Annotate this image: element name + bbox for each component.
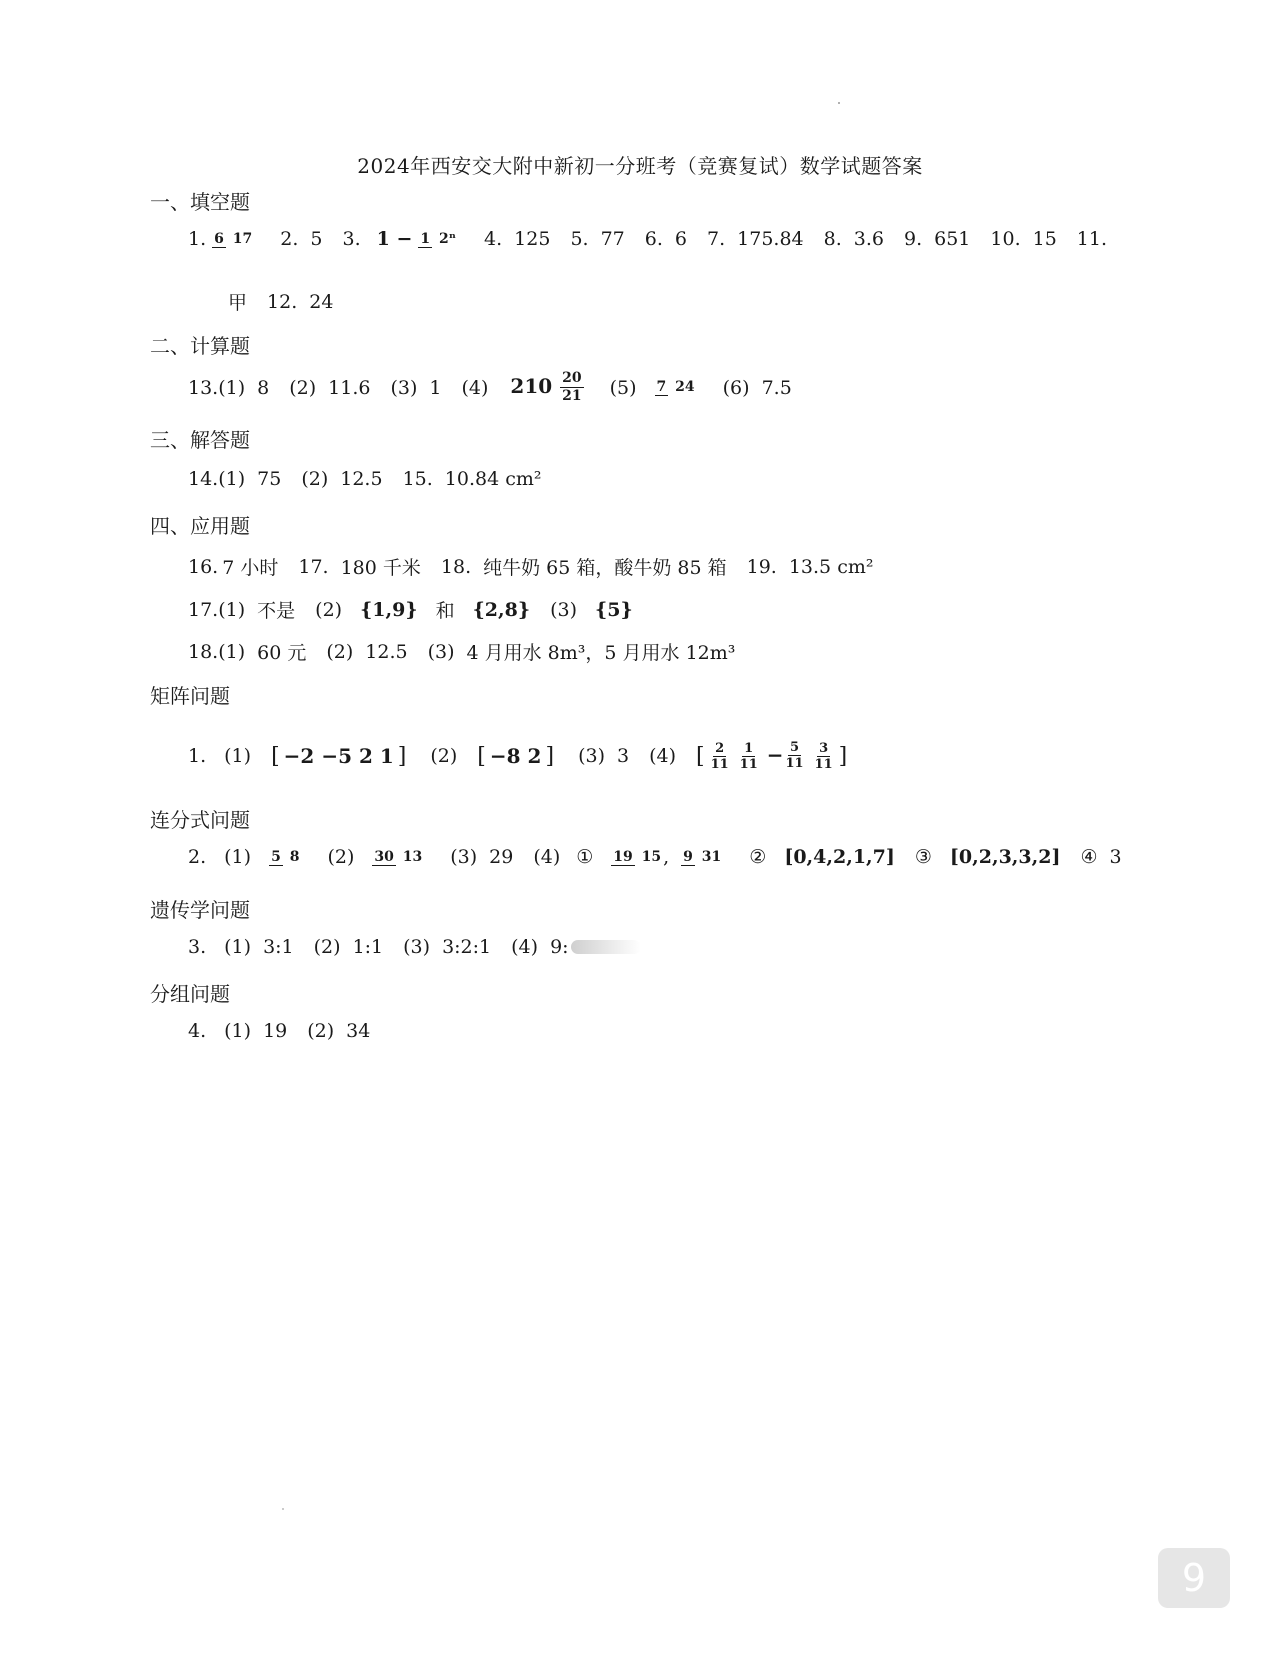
c2-part4-fraction-a [611,849,663,866]
q14-part1-answer: 75 [257,468,282,490]
c2-part4-list-2: [0,4,2,1,7] [784,846,895,868]
q13-part5-numerator: 7 [656,379,667,395]
q18b-part2-label: (2) [326,640,354,663]
fill-answers-line-2 [228,288,333,315]
q17b-part1-label: (1) [218,598,246,621]
apply-answers-line-2 [188,596,633,623]
matrix-frac-denominator: 11 [739,757,758,773]
m1-part2-label: (2) [430,745,458,767]
m1-part3-answer: 3 [616,745,630,767]
q13-part4-label: (4) [461,376,489,399]
q7-number: 7. [707,228,726,250]
q12-answer: 24 [309,290,334,313]
fraction-numerator: 5 [271,848,281,865]
q1-number: 1. [188,228,207,250]
q16-number: 16. [188,555,219,578]
q13-part4-numerator: 20 [562,370,582,386]
c2-part3-label: (3) [450,846,478,868]
q18-answer: 纯牛奶 65 箱，酸牛奶 85 箱 [483,557,727,579]
section-heading-genetics: 遗传学问题 [150,898,250,922]
q18b-part1-label: (1) [218,640,246,663]
matrix-frac-cell [709,741,731,772]
fraction-numerator: 30 [374,848,394,865]
q13-part2-label: (2) [289,376,317,399]
q18b-part1-answer: 60 元 [257,642,307,664]
q3-number: 3. [342,228,361,250]
calc-answers-line [188,370,792,405]
matrix-frac-denominator: 11 [785,755,804,771]
c2-part4-circle-2: ② [749,846,767,868]
page-title: 2024年西安交大附中新初一分班考（竞赛复试）数学试题答案 [357,154,923,178]
q4-number: 4. [484,228,503,250]
q12-number: 12. [267,290,298,313]
q10-number: 10. [990,228,1021,250]
c2-part4-fraction-b [681,849,723,866]
q6-number: 6. [644,228,663,250]
q19-number: 19. [746,555,777,578]
section-heading-contfrac: 连分式问题 [150,808,250,832]
m1-number: 1. [188,745,207,767]
matrix-frac-numerator: 3 [819,741,829,757]
q17b-and: 和 [435,600,455,622]
section-heading-solve: 三、解答题 [150,428,250,452]
fraction-denominator: 15 [641,848,662,865]
matrix-frac [783,740,805,771]
matrix-frac-numerator: 1 [744,741,754,757]
m1-part4-bracket-left: [ [696,743,705,769]
q5-answer: 77 [600,228,625,250]
q4-answer: 125 [514,228,551,250]
g3-part4-answer: 9: [550,936,569,958]
q17-answer: 180 千米 [340,557,421,579]
q15-answer: 10.84 cm² [444,468,542,490]
q18b-part2-answer: 12.5 [365,640,408,663]
fraction-numerator: 19 [613,848,633,865]
q17b-part2-set-a: {1,9} [360,598,418,621]
q13-part5-label: (5) [609,376,637,399]
q14-part2-answer: 12.5 [340,468,383,490]
q17b-part3-set: {5} [595,598,633,621]
m1-part2-matrix [490,745,542,767]
matrix-cell: −5 [321,744,352,768]
matrix-cell: 2 [527,744,542,768]
m1-part1-bracket-right: ] [397,743,407,769]
c2-part2-label: (2) [327,846,355,868]
matrix-cell: 1 [379,744,394,768]
g3-part4-label: (4) [511,936,539,958]
g3-part3-label: (3) [403,936,431,958]
matrix-answers-line [188,720,851,792]
q13-part5-fraction [655,379,697,396]
matrix-minus-sign: − [766,743,784,768]
q13-number: 13. [188,376,219,399]
matrix-neg-frac-cell [767,740,806,771]
q2-number: 2. [280,228,299,250]
solve-answers-line [188,468,542,490]
section-heading-grouping: 分组问题 [150,982,230,1006]
gr4-part2-answer: 34 [346,1020,371,1042]
q18b-part3-label: (3) [427,640,455,663]
gr4-number: 4. [188,1020,207,1042]
m1-part3-label: (3) [578,745,605,767]
g3-part1-label: (1) [224,936,252,958]
apply-answers-line-3 [188,638,735,665]
g3-part2-answer: 1:1 [352,936,384,958]
apply-answers-line-1 [188,553,873,580]
q19-answer: 13.5 cm² [788,555,874,578]
matrix-cell: −2 [283,744,315,768]
q18-number: 18. [440,555,472,578]
q5-number: 5. [570,228,589,250]
q1-denominator: 17 [232,230,253,247]
q2-answer: 5 [310,228,323,250]
g3-part3-answer: 3:2:1 [442,936,492,958]
q13-part6-answer: 7.5 [761,376,792,399]
q16-answer: 7 小时 [222,557,279,579]
matrix-cell: −8 [489,744,521,768]
q13-part1-label: (1) [218,376,246,399]
matrix-frac-denominator: 11 [710,757,729,773]
q15-number: 15. [402,468,433,490]
c2-part4-circle-1: ① [576,846,594,868]
q13-part4-fraction [560,370,583,405]
q10-answer: 15 [1032,228,1057,250]
q13-part5-denominator: 24 [675,379,695,395]
q17b-part3-label: (3) [550,598,578,621]
m1-part1-matrix [284,745,394,767]
scan-speck [282,1508,284,1510]
matrix-frac-numerator: 2 [715,741,725,757]
gr4-part1-answer: 19 [263,1020,288,1042]
c2-part2-fraction [372,849,424,866]
m1-part4-label: (4) [649,745,676,767]
m1-part4-bracket-right: ] [838,743,848,769]
page-number-badge [1158,1548,1230,1608]
q18b-number: 18. [188,640,219,663]
c2-part4-circle-4: ④ [1080,846,1098,868]
c2-part1-label: (1) [224,846,252,868]
m1-part1-label: (1) [224,745,252,767]
matrix-frac-cell [738,741,760,772]
q1-numerator: 6 [214,230,224,247]
fill-answers-line-1 [188,228,1107,250]
q13-part4-mixed-number [510,370,589,405]
scan-speck [838,102,840,104]
matrix-frac-denominator: 11 [814,757,833,773]
q17b-part2-set-b: {2,8} [472,598,531,621]
matrix-cell: 2 [358,744,373,768]
g3-part2-label: (2) [313,936,341,958]
fraction-numerator: 9 [683,848,693,865]
q13-part3-answer: 1 [429,376,442,399]
c2-part4-circle-3: ③ [914,846,932,868]
m1-part1-bracket-left: [ [271,743,280,769]
contfrac-answers-line [188,846,1122,868]
g3-number: 3. [188,936,207,958]
q17b-part2-label: (2) [315,598,343,621]
q14-part2-label: (2) [301,468,329,490]
c2-part4-list-3: [0,2,3,3,2] [949,846,1061,868]
m1-part2-bracket-right: ] [545,743,555,769]
q13-part1-answer: 8 [257,376,270,399]
fraction-denominator: 13 [402,848,423,865]
q7-answer: 175.84 [737,228,804,250]
gr4-part1-label: (1) [224,1020,252,1042]
c2-part1-fraction [269,849,301,866]
section-heading-fill: 一、填空题 [150,190,250,214]
q1-answer-fraction [212,231,254,248]
q3-numerator: 1 [420,230,431,247]
fraction-denominator: 8 [289,848,300,865]
c2-part4-answer-4: 3 [1109,846,1122,868]
g3-part1-answer: 3:1 [263,936,294,958]
q3-answer-lead: 1 − [376,228,413,250]
c2-part3-answer: 29 [489,846,514,868]
q14-number: 14. [188,468,219,490]
section-heading-matrix: 矩阵问题 [150,684,230,708]
q8-number: 8. [823,228,842,250]
matrix-frac-numerator: 5 [790,739,800,755]
gr4-part2-label: (2) [307,1020,335,1042]
q13-part4-whole: 210 [510,374,553,398]
matrix-frac-cell [813,741,835,772]
q18b-part3-answer: 4 月用水 8m³，5 月用水 12m³ [466,642,736,664]
q13-part2-answer: 11.6 [328,376,371,399]
q6-answer: 6 [674,228,687,250]
fraction-denominator: 31 [701,848,722,865]
q13-part4-denominator: 21 [562,388,582,404]
grouping-answers-line [188,1020,370,1042]
page-number: 9 [1181,1556,1207,1600]
c2-part4-comma: , [663,846,670,868]
q17b-part1-answer: 不是 [257,600,296,622]
q14-part1-label: (1) [218,468,246,490]
q13-part6-label: (6) [722,376,750,399]
c2-number: 2. [188,846,207,868]
section-heading-calc: 二、计算题 [150,334,250,358]
q3-denominator: 2ⁿ [439,230,457,247]
q3-answer-fraction [418,231,458,248]
m1-part2-bracket-left: [ [477,743,486,769]
q11-number: 11. [1076,228,1108,250]
m1-part4-matrix [709,740,835,773]
q9-answer: 651 [934,228,971,250]
genetics-answers-line [188,936,641,958]
q13-part3-label: (3) [390,376,418,399]
q17b-number: 17. [188,598,219,621]
q11-answer: 甲 [228,292,248,314]
q17-number: 17. [298,555,329,578]
c2-part4-label: (4) [533,846,561,868]
q9-number: 9. [903,228,923,250]
q8-answer: 3.6 [853,228,884,250]
section-heading-apply: 四、应用题 [150,514,250,538]
faded-scan-mark [571,940,641,954]
